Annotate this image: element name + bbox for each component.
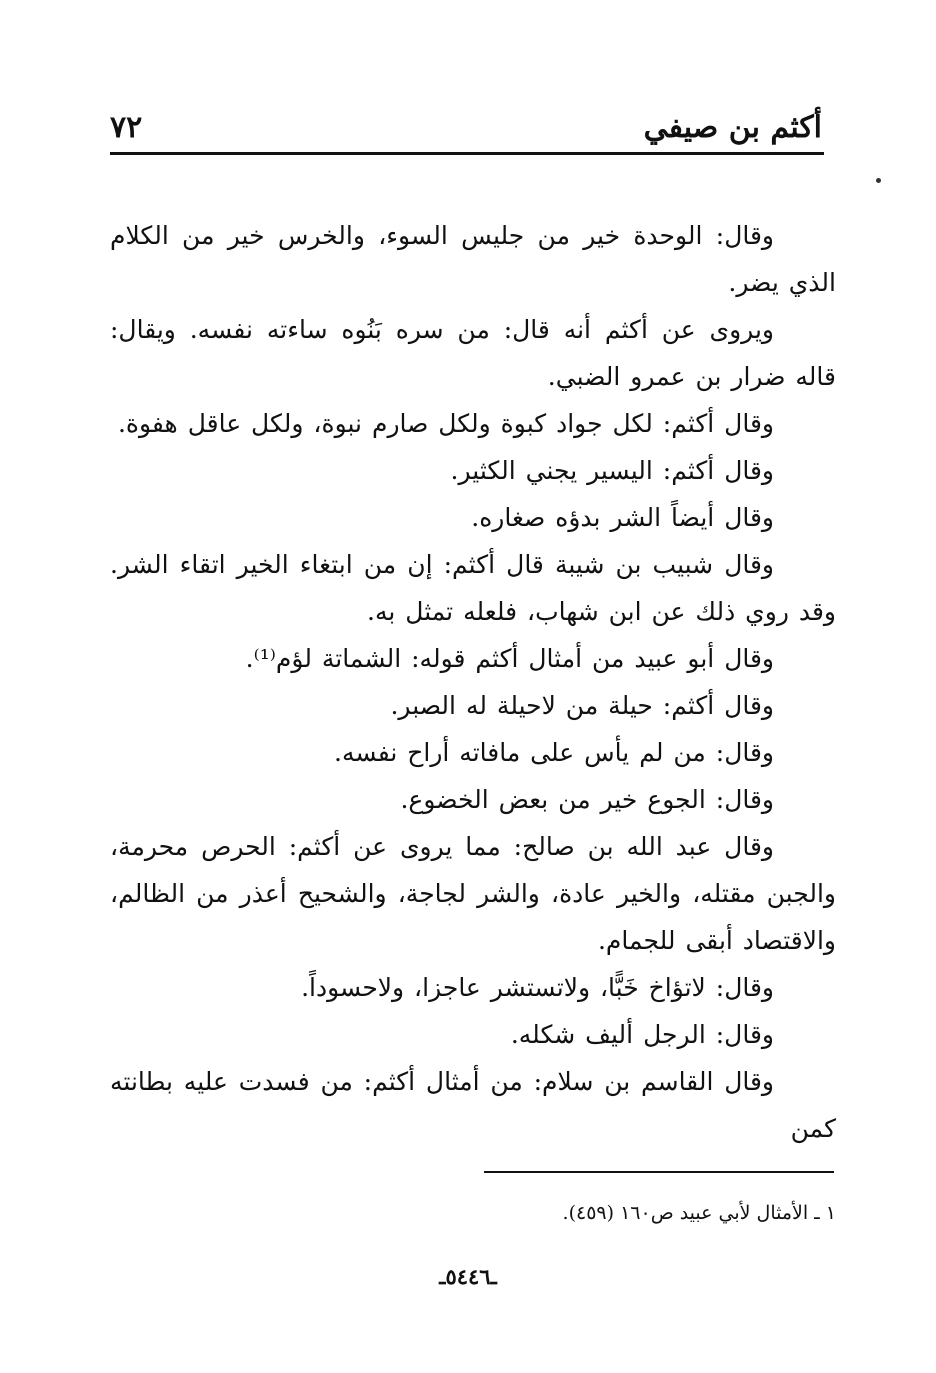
folio-number: ـ٥٤٤٦ـ [439,1264,497,1289]
page-number: ٧٢ [110,110,143,145]
paragraph: وقال شبيب بن شيبة قال أكثم: إن من ابتغاء الخير اتقاء الشر. وقد روي ذلك عن ابن شهاب، فلعله تمثل به. [110,550,836,626]
paragraph: وقال أكثم: اليسير يجني الكثير. [450,456,774,485]
paragraph: وقال أكثم: لكل جواد كبوة ولكل صارم نبوة، ولكل عاقل هفوة. [117,409,774,438]
body-text [110,212,836,1152]
paragraph: ويروى عن أكثم أنه قال: من سره بَنُوه ساءته نفسه. ويقال: قاله ضرار بن عمرو الضبي. [110,315,836,391]
paragraph: وقال: لاتؤاخ خَبًّا، ولاتستشر عاجزا، ولاحسوداً. [301,973,774,1002]
paragraph: وقال أبو عبيد من أمثال أكثم قوله: الشماتة لؤم⁽¹⁾. [245,644,774,673]
paragraph: وقال أكثم: حيلة من لاحيلة له الصبر. [390,691,774,720]
paragraph: وقال: الجوع خير من بعض الخضوع. [400,785,774,814]
header-rule [110,152,824,155]
footnote: ١ ـ الأمثال لأبي عبيد ص١٦٠ (٤٥٩). [562,1202,836,1224]
paragraph: وقال أيضاً الشر بدؤه صغاره. [471,503,774,532]
paragraph: وقال: الرجل أليف شكله. [510,1020,774,1049]
book-title: أكثم بن صيفي [643,110,822,145]
scan-speck [876,178,881,183]
paragraph: وقال عبد الله بن صالح: مما يروى عن أكثم: الحرص محرمة، والجبن مقتله، والخير عادة، والشر لجاجة، والشحيح أعذر من الظالم، والاقتصاد أبقى للجمام. [110,832,836,955]
paragraph: وقال: الوحدة خير من جليس السوء، والخرس خير من الكلام الذي يضر. [110,221,836,297]
paragraph: وقال القاسم بن سلام: من أمثال أكثم: من فسدت عليه بطانته كمن [110,1067,836,1143]
footnote-rule [484,1171,834,1173]
paragraph: وقال: من لم يأس على مافاته أراح نفسه. [334,738,774,767]
running-header [110,104,822,152]
